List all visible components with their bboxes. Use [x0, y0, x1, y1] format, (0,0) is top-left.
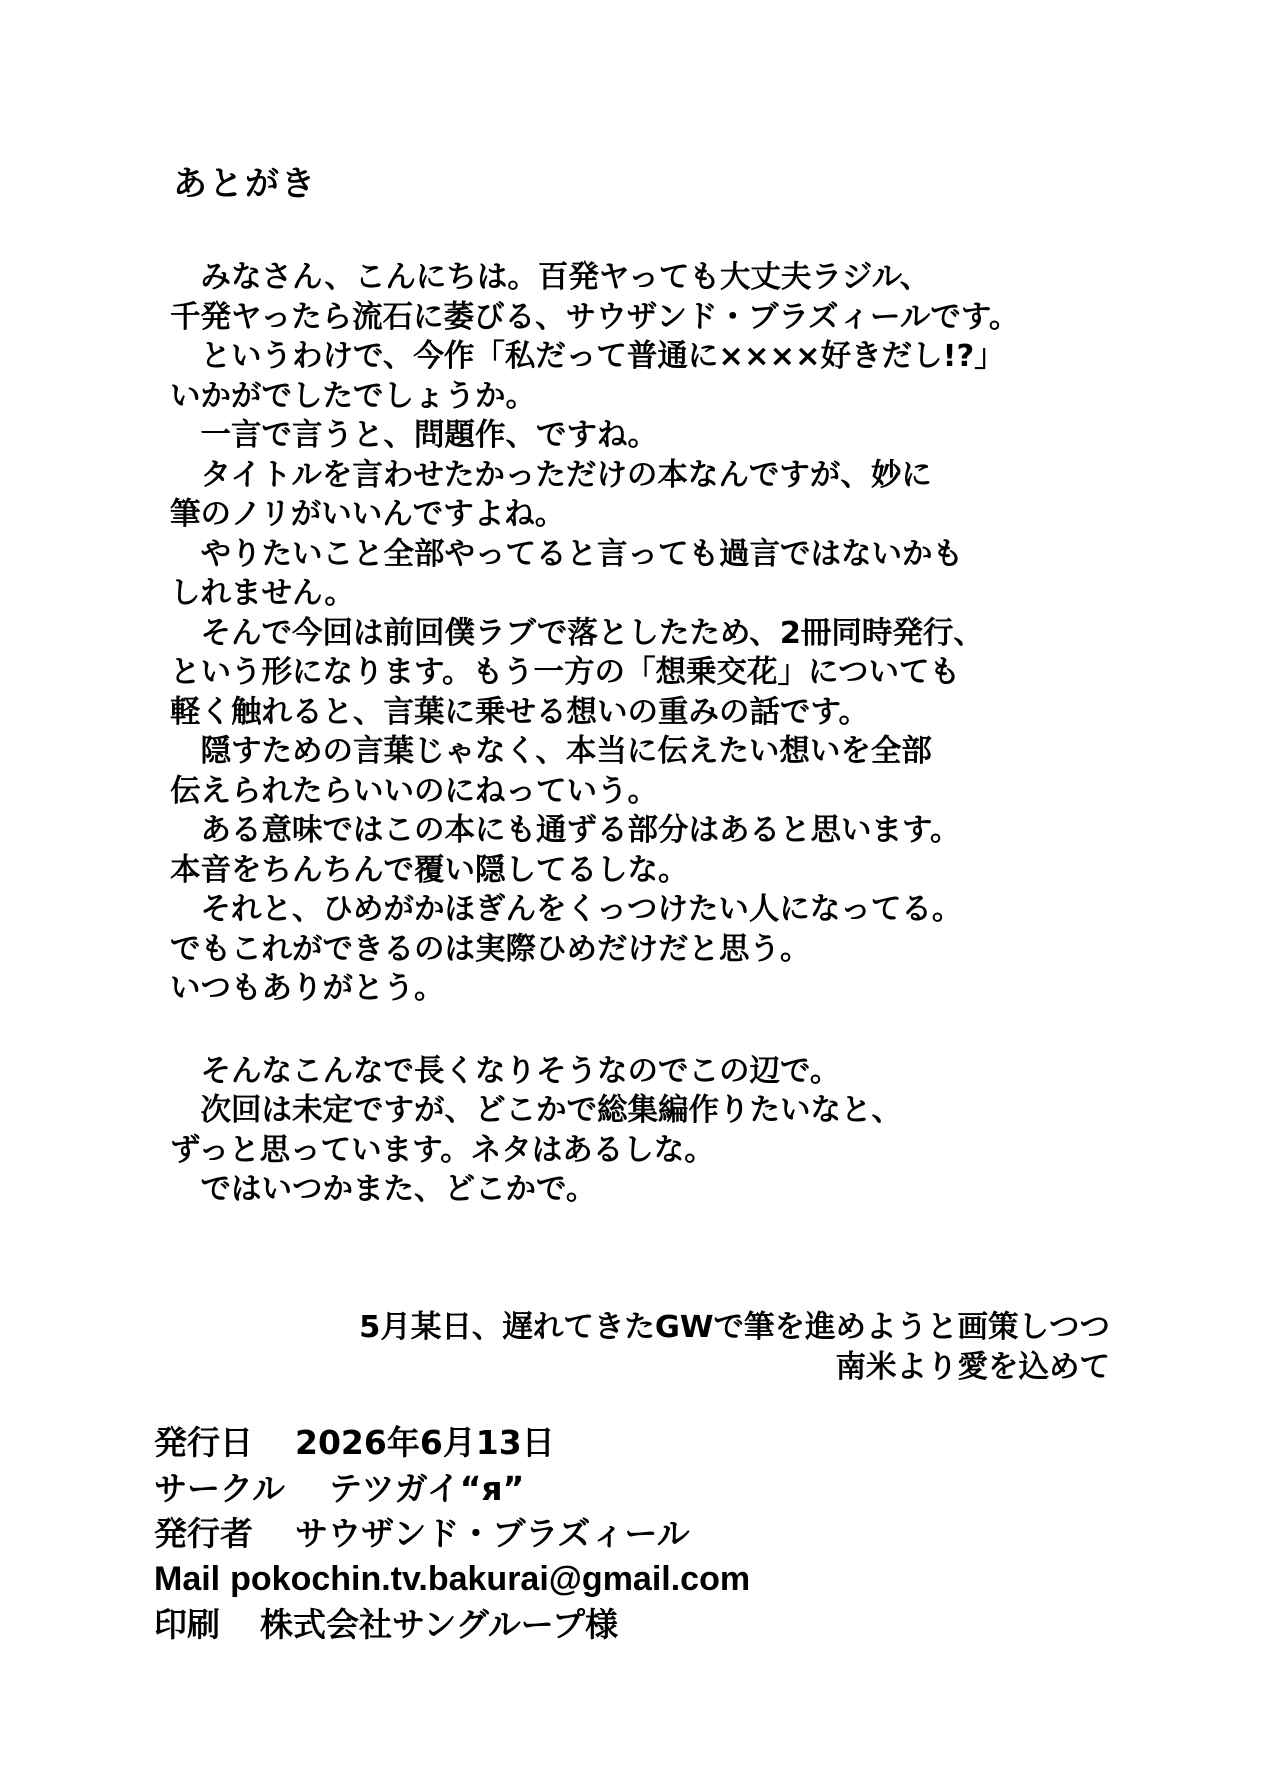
body-line: でもこれができるのは実際ひめだけだと思う。: [170, 931, 811, 967]
afterword-body: [170, 258, 1190, 1210]
printer-value: 株式会社サングループ様: [260, 1605, 619, 1644]
body-blank-line: [170, 1009, 1190, 1052]
colophon-circle-row: [154, 1466, 1154, 1512]
body-line: 軽く触れると、言葉に乗せる想いの重みの話です。: [170, 694, 870, 730]
date-value: 2026年6月13日: [295, 1423, 555, 1462]
body-line: みなさん、こんにちは。百発ヤっても大丈夫ラジル、: [170, 260, 931, 295]
body-line: しれません。: [170, 576, 355, 611]
body-line: そんなこんなで長くなりそうなのでこの辺で。: [170, 1053, 841, 1089]
mail-label: Mail: [154, 1559, 221, 1598]
body-line: 一言で言うと、問題作、ですね。: [170, 418, 658, 453]
printer-label: 印刷: [154, 1605, 220, 1644]
publisher-value: サウザンド・ブラズィール: [295, 1514, 690, 1553]
date-label: 発行日: [154, 1423, 253, 1462]
circle-value: テツガイ“я”: [329, 1468, 525, 1508]
body-line: 伝えられたらいいのにねっていう。: [170, 773, 658, 809]
body-line: ずっと思っています。ネタはあるしな。: [170, 1132, 715, 1168]
body-line: そんで今回は前回僕ラブで落としたため、2冊同時発行、: [170, 615, 984, 651]
body-line: 本音をちんちんで覆い隠してるしな。: [170, 852, 689, 888]
colophon-publisher-row: [154, 1511, 1154, 1557]
colophon-printer-row: [154, 1602, 1154, 1648]
body-line: 隠すための言葉じゃなく、本当に伝えたい想いを全部: [170, 734, 932, 769]
signature-block: [110, 1308, 1110, 1388]
body-line: 筆のノリがいいんですよね。: [170, 497, 566, 532]
body-line: ある意味ではこの本にも通ずる部分はあると思います。: [170, 813, 961, 848]
body-line: やりたいこと全部やってると言っても過言ではないかも: [170, 536, 963, 572]
body-line: というわけで、今作「私だって普通に××××好きだし!?」: [170, 339, 1005, 374]
body-line: という形になります。もう一方の「想乗交花」についても: [170, 655, 960, 690]
publisher-label: 発行者: [154, 1514, 253, 1553]
signature-line-1: 5月某日、遅れてきたGWで筆を進めようと画策しつつ: [359, 1310, 1110, 1345]
colophon: [154, 1420, 1154, 1648]
colophon-date-row: [154, 1420, 1154, 1466]
body-line: タイトルを言わせたかっただけの本なんですが、妙に: [170, 457, 932, 493]
body-line: いかがでしたでしょうか。: [170, 378, 536, 414]
body-line: ではいつかまた、どこかで。: [170, 1172, 597, 1207]
body-line: それと、ひめがかほぎんをくっつけたい人になってる。: [170, 892, 963, 927]
colophon-mail-row: [154, 1557, 1154, 1603]
mail-address[interactable]: pokochin.tv.bakurai@gmail.com: [230, 1559, 751, 1598]
circle-label: サークル: [154, 1468, 286, 1508]
body-line: 千発ヤったら流石に萎びる、サウザンド・ブラズィールです。: [170, 299, 1020, 335]
signature-line-2: 南米より愛を込めて: [835, 1350, 1110, 1385]
body-line: 次回は未定ですが、どこかで総集編作りたいなと、: [170, 1093, 902, 1128]
body-line: いつもありがとう。: [170, 971, 445, 1006]
afterword-heading: あとがき: [173, 164, 317, 204]
